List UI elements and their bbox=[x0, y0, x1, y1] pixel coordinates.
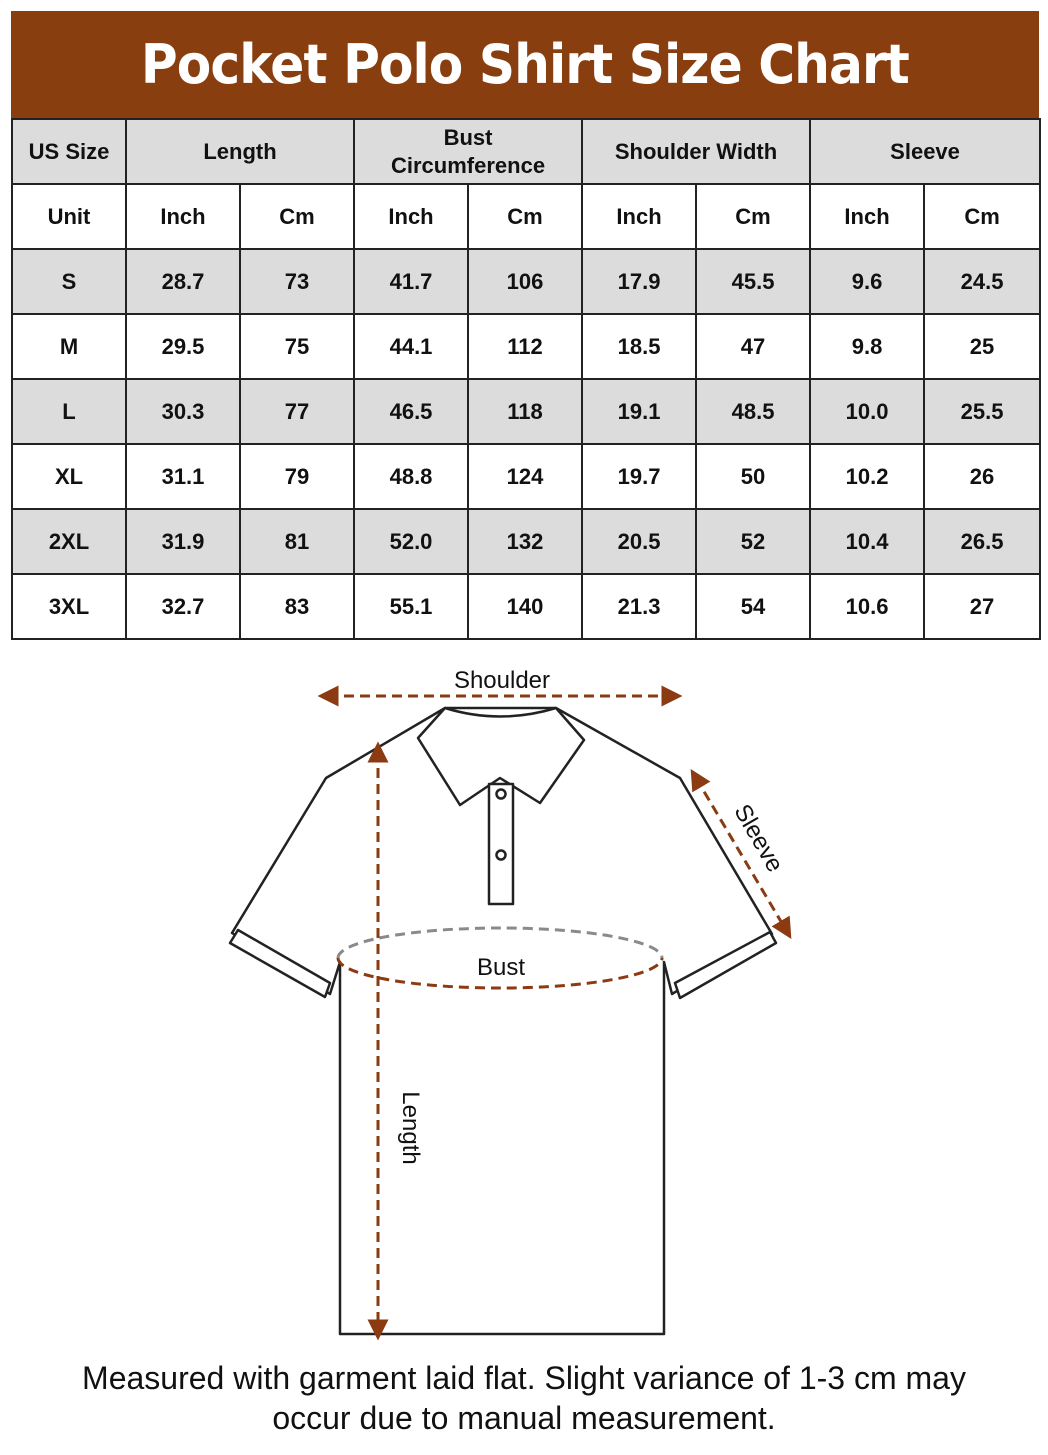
header-length: Length bbox=[126, 119, 354, 184]
shoulder-label: Shoulder bbox=[453, 667, 551, 694]
table-cell: 31.9 bbox=[126, 509, 240, 574]
header-us-size: US Size bbox=[12, 119, 126, 184]
table-cell: 48.8 bbox=[354, 444, 468, 509]
page-title: Pocket Polo Shirt Size Chart bbox=[141, 33, 909, 96]
table-cell: 112 bbox=[468, 314, 582, 379]
table-cell: 118 bbox=[468, 379, 582, 444]
unit-cell: Cm bbox=[468, 184, 582, 249]
unit-cell: Unit bbox=[12, 184, 126, 249]
polo-shirt-icon bbox=[230, 708, 776, 1334]
table-cell: 9.6 bbox=[810, 249, 924, 314]
unit-row bbox=[12, 184, 1040, 249]
unit-cell: Inch bbox=[582, 184, 696, 249]
table-cell: 124 bbox=[468, 444, 582, 509]
note-line-2: occur due to manual measurement. bbox=[272, 1400, 776, 1436]
unit-cell: Cm bbox=[696, 184, 810, 249]
size-row-xl bbox=[12, 444, 1040, 509]
table-cell: 25 bbox=[924, 314, 1040, 379]
table-cell: 41.7 bbox=[354, 249, 468, 314]
note-line-1: Measured with garment laid flat. Slight variance of 1-3 cm may bbox=[82, 1360, 966, 1396]
table-cell: 54 bbox=[696, 574, 810, 639]
table-cell: 27 bbox=[924, 574, 1040, 639]
table-cell: 81 bbox=[240, 509, 354, 574]
size-row-s bbox=[12, 249, 1040, 314]
table-cell: 106 bbox=[468, 249, 582, 314]
size-row-2xl bbox=[12, 509, 1040, 574]
table-cell: 2XL bbox=[12, 509, 126, 574]
measurement-diagram bbox=[0, 660, 1048, 1350]
size-row-m bbox=[12, 314, 1040, 379]
table-cell: 18.5 bbox=[582, 314, 696, 379]
table-cell: 28.7 bbox=[126, 249, 240, 314]
size-row-l bbox=[12, 379, 1040, 444]
table-cell: 132 bbox=[468, 509, 582, 574]
table-cell: 47 bbox=[696, 314, 810, 379]
table-cell: 52 bbox=[696, 509, 810, 574]
table-cell: 75 bbox=[240, 314, 354, 379]
table-cell: 29.5 bbox=[126, 314, 240, 379]
table-cell: 26.5 bbox=[924, 509, 1040, 574]
table-cell: 55.1 bbox=[354, 574, 468, 639]
size-chart-table bbox=[11, 118, 1041, 640]
table-cell: 48.5 bbox=[696, 379, 810, 444]
table-cell: 3XL bbox=[12, 574, 126, 639]
unit-cell: Cm bbox=[924, 184, 1040, 249]
unit-cell: Cm bbox=[240, 184, 354, 249]
table-cell: 30.3 bbox=[126, 379, 240, 444]
title-banner bbox=[11, 11, 1039, 118]
table-cell: 20.5 bbox=[582, 509, 696, 574]
measurement-note bbox=[0, 1358, 1048, 1438]
table-cell: 10.6 bbox=[810, 574, 924, 639]
length-label: Length bbox=[397, 1091, 424, 1165]
table-cell: 79 bbox=[240, 444, 354, 509]
table-cell: 140 bbox=[468, 574, 582, 639]
table-cell: 32.7 bbox=[126, 574, 240, 639]
header-bust-line1: Bust bbox=[443, 125, 493, 150]
table-cell: 17.9 bbox=[582, 249, 696, 314]
table-cell: 44.1 bbox=[354, 314, 468, 379]
bust-label: Bust bbox=[476, 954, 526, 981]
table-cell: 19.1 bbox=[582, 379, 696, 444]
table-cell: 83 bbox=[240, 574, 354, 639]
table-cell: L bbox=[12, 379, 126, 444]
header-bust-line2: Circumference bbox=[390, 152, 546, 178]
unit-cell: Inch bbox=[354, 184, 468, 249]
table-cell: 10.4 bbox=[810, 509, 924, 574]
table-cell: 24.5 bbox=[924, 249, 1040, 314]
table-cell: 46.5 bbox=[354, 379, 468, 444]
header-row bbox=[12, 119, 1040, 184]
table-cell: 73 bbox=[240, 249, 354, 314]
table-cell: 19.7 bbox=[582, 444, 696, 509]
table-cell: 50 bbox=[696, 444, 810, 509]
table-cell: 52.0 bbox=[354, 509, 468, 574]
table-cell: 26 bbox=[924, 444, 1040, 509]
table-cell: M bbox=[12, 314, 126, 379]
table-cell: 45.5 bbox=[696, 249, 810, 314]
table-cell: XL bbox=[12, 444, 126, 509]
table-cell: 21.3 bbox=[582, 574, 696, 639]
header-bust bbox=[354, 119, 582, 184]
header-shoulder-width: Shoulder Width bbox=[582, 119, 810, 184]
unit-cell: Inch bbox=[810, 184, 924, 249]
table-cell: 10.0 bbox=[810, 379, 924, 444]
table-cell: 25.5 bbox=[924, 379, 1040, 444]
table-cell: S bbox=[12, 249, 126, 314]
table-cell: 9.8 bbox=[810, 314, 924, 379]
table-cell: 31.1 bbox=[126, 444, 240, 509]
table-cell: 77 bbox=[240, 379, 354, 444]
size-row-3xl bbox=[12, 574, 1040, 639]
table-cell: 10.2 bbox=[810, 444, 924, 509]
unit-cell: Inch bbox=[126, 184, 240, 249]
header-sleeve: Sleeve bbox=[810, 119, 1040, 184]
sleeve-label: Sleeve bbox=[728, 799, 789, 877]
